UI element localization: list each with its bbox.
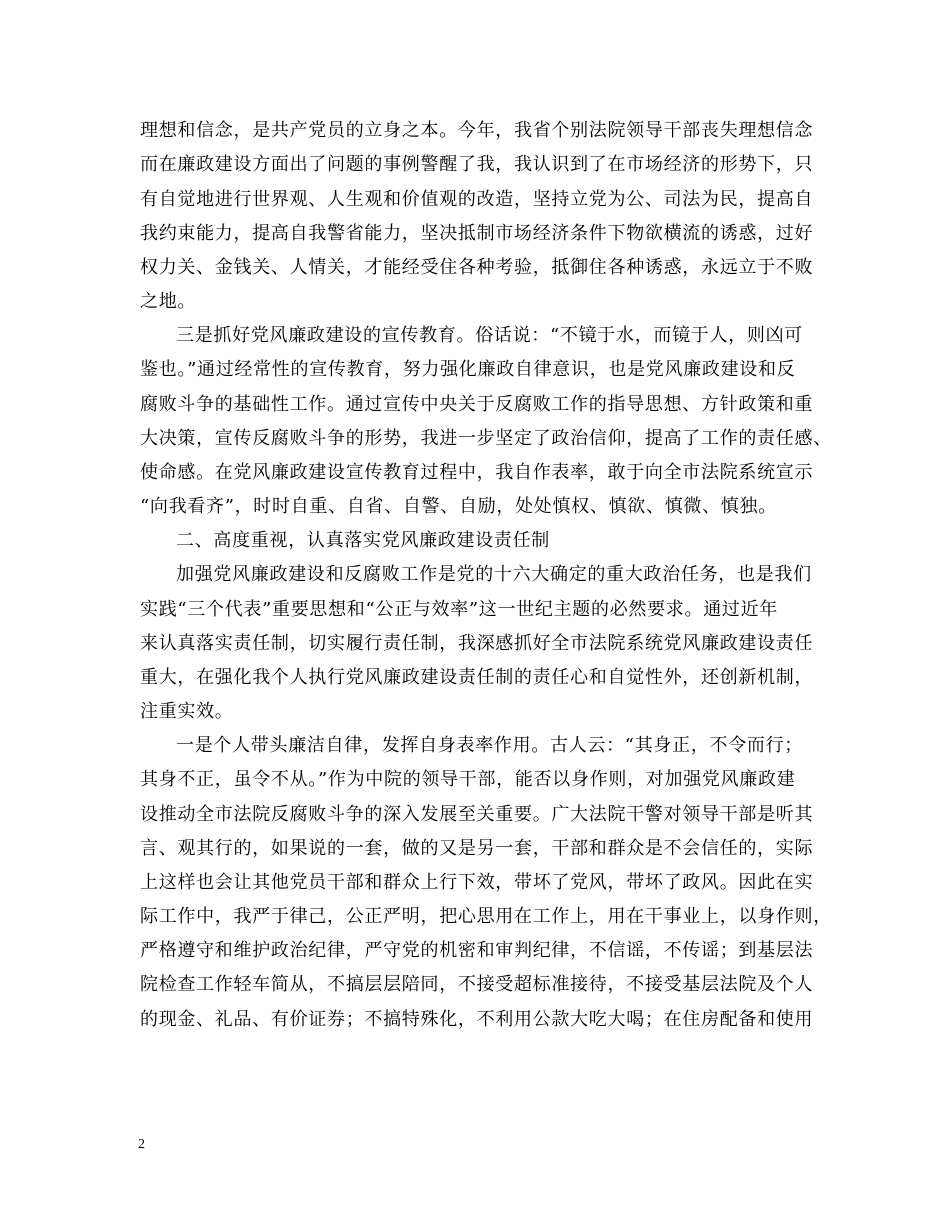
- text-line: 我约束能力，提高自我警省能力，坚决抵制市场经济条件下物欲横流的诱惑，过好: [140, 223, 814, 244]
- page-number: 2: [138, 1137, 145, 1152]
- text-line: 际工作中，我严于律己，公正严明，把心思用在工作上，用在干事业上，以身作则，: [140, 906, 832, 927]
- text-line: 之地。: [140, 291, 197, 312]
- text-line: 使命感。在党风廉政建设宣传教育过程中，我自作表率，敢于向全市法院系统宣示: [140, 462, 814, 483]
- text-line: 而在廉政建设方面出了问题的事例警醒了我，我认识到了在市场经济的形势下，只: [140, 154, 814, 175]
- text-line: 来认真落实责任制，切实履行责任制，我深感抓好全市法院系统党风廉政建设责任: [140, 633, 814, 654]
- text-line: 重大，在强化我个人执行党风廉政建设责任制的责任心和自觉性外，还创新机制，: [140, 667, 814, 688]
- text-line: “向我看齐”，时时自重、自省、自警、自励，处处慎权、慎欲、慎微、慎独。: [140, 496, 777, 517]
- section-heading: 二、高度重视，认真落实党风廉政建设责任制: [176, 530, 550, 551]
- text-line: 严格遵守和维护政治纪律，严守党的机密和审判纪律，不信谣，不传谣；到基层法: [140, 940, 814, 961]
- text-line: 的现金、礼品、有价证券；不搞特殊化，不利用公款大吃大喝；在住房配备和使用: [140, 1009, 814, 1030]
- text-line: 权力关、金钱关、人情关，才能经受住各种考验，抵御住各种诱惑，永远立于不败: [140, 257, 814, 278]
- text-line: 理想和信念，是共产党员的立身之本。今年，我省个别法院领导干部丧失理想信念: [140, 120, 814, 141]
- paragraph-first-line: 加强党风廉政建设和反腐败工作是党的十六大确定的重大政治任务，也是我们: [176, 564, 812, 585]
- text-line: 鉴也。”通过经常性的宣传教育，努力强化廉政自律意识，也是党风廉政建设和反: [140, 359, 796, 380]
- text-line: 有自觉地进行世界观、人生观和价值观的改造，坚持立党为公、司法为民，提高自: [140, 189, 814, 210]
- text-line: 院检查工作轻车简从，不搞层层陪同，不接受超标准接待，不接受基层法院及个人: [140, 974, 814, 995]
- text-line: 腐败斗争的基础性工作。通过宣传中央关于反腐败工作的指导思想、方针政策和重: [140, 394, 814, 415]
- paragraph-first-line: 一是个人带头廉洁自律，发挥自身表率作用。古人云：“其身正，不令而行；: [176, 735, 803, 756]
- text-line: 大决策，宣传反腐败斗争的形势，我进一步坚定了政治信仰，提高了工作的责任感、: [140, 428, 832, 449]
- paragraph-first-line: 三是抓好党风廉政建设的宣传教育。俗话说：“不镜于水，而镜于人，则凶可: [176, 325, 803, 346]
- text-line: 上这样也会让其他党员干部和群众上行下效，带坏了党风，带坏了政风。因此在实: [140, 872, 814, 893]
- text-line: 设推动全市法院反腐败斗争的深入发展至关重要。广大法院干警对领导干部是听其: [140, 804, 814, 825]
- text-line: 注重实效。: [140, 701, 234, 722]
- text-line: 实践“三个代表”重要思想和“公正与效率”这一世纪主题的必然要求。通过近年: [140, 599, 779, 620]
- text-line: 言、观其行的，如果说的一套，做的又是另一套，干部和群众是不会信任的，实际: [140, 838, 814, 859]
- text-line: 其身不正，虽令不从。”作为中院的领导干部，能否以身作则，对加强党风廉政建: [140, 769, 796, 790]
